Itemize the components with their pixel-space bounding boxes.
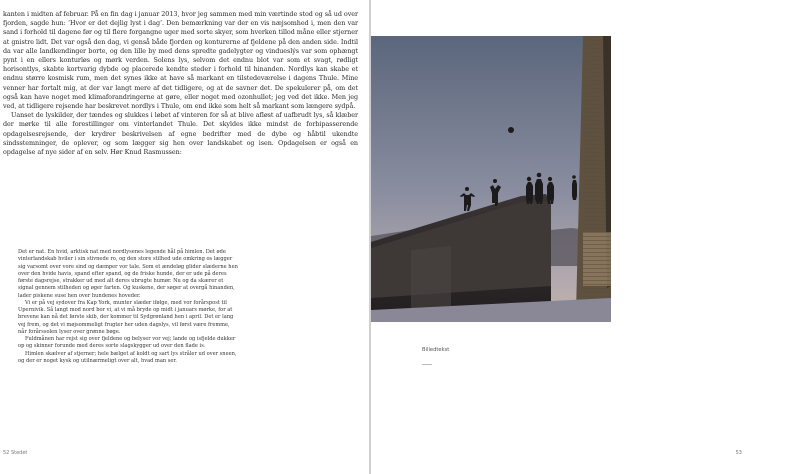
photograph (371, 36, 611, 322)
quote-paragraph: Det er nat. En hvid, arktisk nat med nordlysenes legende hål på himlen. Det øde vinterlandskab hviler i sin stivnede ro, og den store stilhed ude omkring os lægger sig varsomt over vore sind og dæmper vor tale. Som et ændeløg glider slæderne hen over den hvide havis, spand efter spand, og de friske hunde, der er ude på deres første dagsrejse, strakker ud med alt deres ubrugte humør. Nu og da skærer et signal gennem stilheden og øger farten. Og kuskene, der søger at overgå hinanden, lader piskene suse hen over hundenes hoveder. (18, 249, 238, 299)
quote-paragraph: Vi er på vej sydover fra Kap York, munter slæder ifølge, med vor forårspost til Upernivik. Så langt mod nord bor vi, at vi må bryde op midt i januars mørke, for at brevene kan nå det første skib, der kommer til Sydgrønland hen i april. Det er lang vej frem, og det vi møjsommeligt frugter her uden dagslys, vil først være fremme, når forårssolen lyser over grønne bøge. (18, 299, 234, 335)
left-page (0, 0, 369, 474)
quote-paragraph: Himlen skælver af stjerner; hele bælget af koldt og sart lys stråler ud over sneen, og der er noget kysk og utilnærmeligt over alt, hvad man ser. (18, 350, 237, 364)
right-page (371, 0, 800, 474)
body-text (3, 10, 358, 157)
caption-divider (422, 364, 432, 365)
page-number-right: 53 (735, 450, 742, 456)
photo-caption: Billedtekst (422, 347, 450, 353)
quote-paragraph: Fuldmånen har rejst sig over fjeldene og belyser vor vej; lande og isfjelde dukker op og skinner forunde med deres sorte slagskygger ud over den flade is. (18, 336, 236, 350)
block-quote (18, 249, 238, 365)
paragraph: kanten i midten af februar. På en fin dag i januar 2013, hvor jeg sammen med min værtinde stod og så ud over fjorden, sagde hun: ‘Hvor er det dejlig lyst i dag’. Den bemærkning var der en vis næjsomhed i, men den var sand i forhold til dagene før og til flere forgangne uger med sorte skyer, som hverken tillod måne eller stjerner at gnistre lidt. Det var også den dag, vi genså både fjorden og konturerne af fjeldene på den anden side. Indtil da var alle landkendinger borte, og den lille by med dens spredte gadelygter og vindueslýs var som ophængt pynt i en ellers konturløs og mørk verden. Solens lys, selvom det endnu blot var som et svagt, rødligt horisontlys, skabte kortvarig dybde og placerede kendte steder i forhold til hinanden. Nordlys kan skabe et endnu større kosmisk rum, men det synes ikke at have så markant en tilstedeværelse i dagens Thule. Mine venner har fortalt mig, at der var langt mere af det tidligere, og at de savner det. De spekulerer på, om det også kan have noget med klimaforandringerne at gøre, eller noget med ozonhullet; jeg ved det ikke. Men jeg ved, at tidligere rejsende har beskrevet nordlys i Thule, om end ikke som helt så markant som længere sydpå. (3, 10, 358, 111)
page-number-left: 52 Stedet (3, 450, 28, 456)
paragraph: Uanset de lyskilder, der tændes og slukkes i løbet af vinteren for så at blive afløst af uafbrudt lys, så klæber der mørke til alle forestillinger om vinterlandet Thule. Det skyldes ikke mindst de forbipasserende opdagelsesrejsende, der krydrer beskrivelsen af egne bedrifter med de dybe og håbtil ukendte sindsstemninger, de oplever, og som lægger sig hen over landskabet og isen. Opdagelsen er også en opdagelse af nye sider af en selv. Hør Knud Rasmussen: (3, 111, 358, 157)
